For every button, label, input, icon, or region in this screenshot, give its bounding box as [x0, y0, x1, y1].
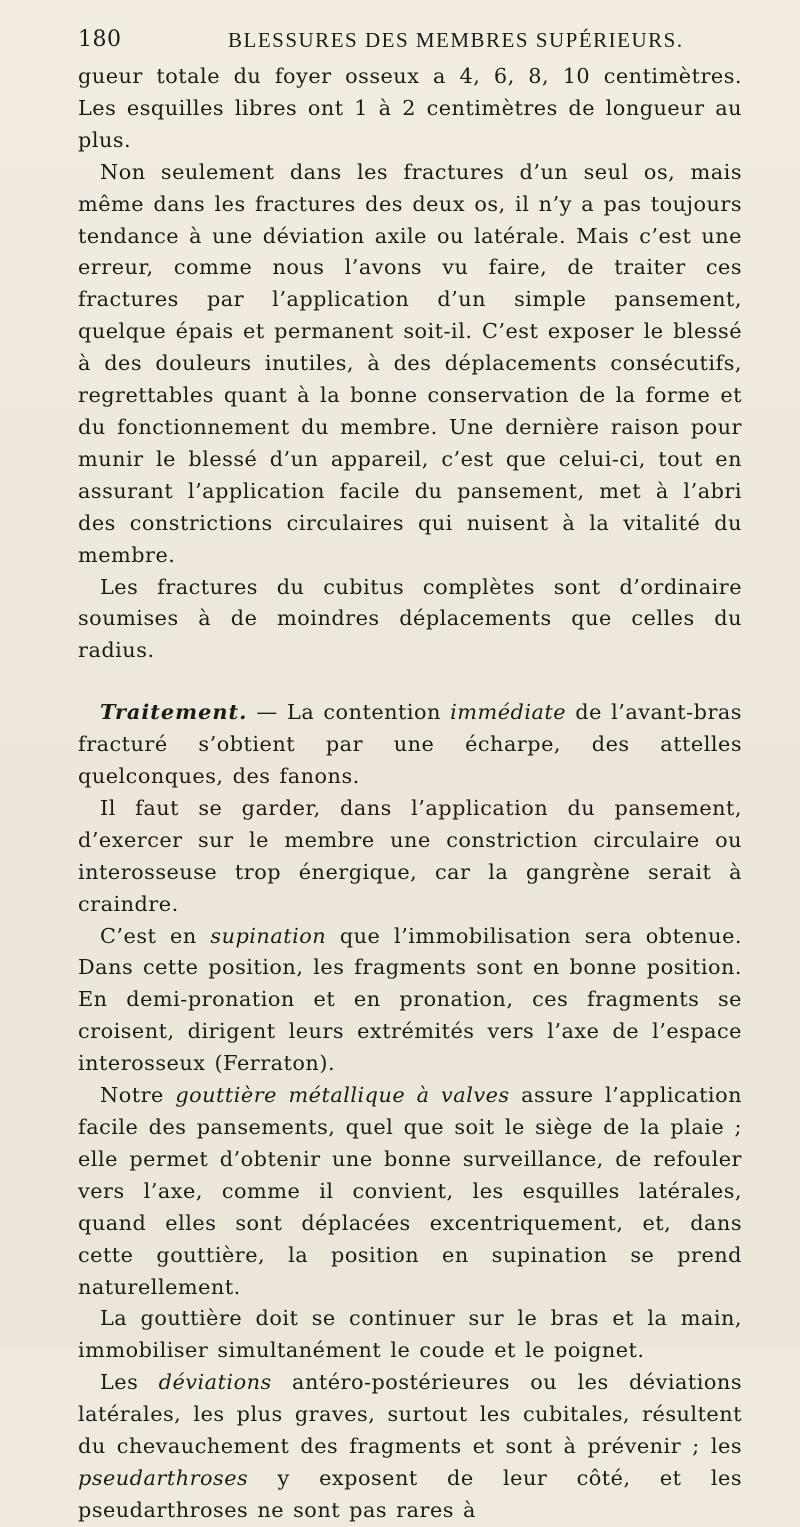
paragraph-fracture-treatment-argument: Non seulement dans les fractures d’un seul os, mais même dans les fractures des deux os, il n’y a pas toujours tendance à une déviation axile ou latérale. Mais c’est une erreur, comme nous l’avons vu faire, de traiter ces fractures par l’application d’un simple pansement, quelque épais et permanent soit-il. C’est exposer le blessé à des douleurs inutiles, à des déplacements consécutifs, regrettables quant à la bonne conservation de la forme et du fonctionnement du membre. Une dernière raison pour munir le blessé d’un appareil, c’est que celui-ci, tout en assurant l’application facile du pansement, met à l’abri des constrictions circulaires qui nuisent à la vitalité du membre.: [78, 159, 742, 567]
body-text: [78, 61, 742, 1527]
italic-term: déviations: [158, 1370, 272, 1395]
italic-term: immédiate: [450, 700, 567, 725]
paragraph-text-part: Notre: [100, 1083, 176, 1108]
paragraph-constriction-warning: Il faut se garder, dans l’application du pansement, d’exercer sur le membre une constriction circulaire ou interosseuse trop énergique, car la gangrène serait à craindre.: [78, 795, 742, 916]
paragraph-text-part: assure l’application facile des pansements, quel que soit le siège de la plaie ; elle permet d’obtenir une bonne surveillance, de refouler vers l’axe, comme il convient, les esquilles latérales, quand elles sont déplacées excentriquement, et, dans cette gouttière, la position en supination se prend naturellement.: [78, 1083, 743, 1299]
italic-term: supination: [210, 923, 327, 948]
page-header: [78, 28, 738, 58]
section-heading-traitement: Traitement.: [100, 699, 248, 725]
paragraph-text-part: y exposent de leur côté, et les pseudarthroses ne sont pas rares à: [78, 1465, 742, 1522]
running-title: BLESSURES DES MEMBRES SUPÉRIEURS.: [228, 28, 684, 52]
paragraph-gutter-extension: La gouttière doit se continuer sur le bras et la main, immobiliser simultanément le coude et le poignet.: [78, 1306, 742, 1363]
page-number: 180: [78, 27, 122, 52]
paragraph-text-part: de l’avant-bras fracturé s’obtient par une écharpe, des attelles quelconques, des fanons.: [78, 700, 742, 789]
paragraph-text-part: Les: [100, 1370, 159, 1395]
paragraph-text-part: — La contention: [247, 700, 451, 725]
paragraph-text-part: C’est en: [100, 923, 211, 948]
paragraph-continuation: gueur totale du foyer osseux a 4, 6, 8, 10 centimètres. Les esquilles libres ont 1 à 2 centimètres de longueur au plus.: [78, 64, 742, 152]
paragraph-supination: [78, 921, 742, 1081]
paragraph-text-part: que l’immobilisation sera obtenue. Dans cette position, les fragments sont en bonne position. En demi-pronation et en pronation, ces fragments se croisent, dirigent leurs extrémités vers l’axe de l’espace interosseux (Ferraton).: [78, 923, 742, 1076]
italic-term: gouttière métallique à valves: [175, 1083, 510, 1108]
italic-term: pseudarthroses: [78, 1465, 249, 1490]
paragraph-deviations: [78, 1367, 742, 1527]
paragraph-text-part: antéro-postérieures ou les déviations latérales, les plus graves, surtout les cubitales, résultent du chevauchement des fragments et sont à prévenir ; les: [78, 1370, 743, 1459]
paragraph-cubitus-fractures: Les fractures du cubitus complètes sont d’ordinaire soumises à de moindres déplacements que celles du radius.: [78, 574, 742, 663]
paragraph-traitement: [78, 696, 742, 793]
paragraph-metal-gutter: [78, 1080, 742, 1303]
